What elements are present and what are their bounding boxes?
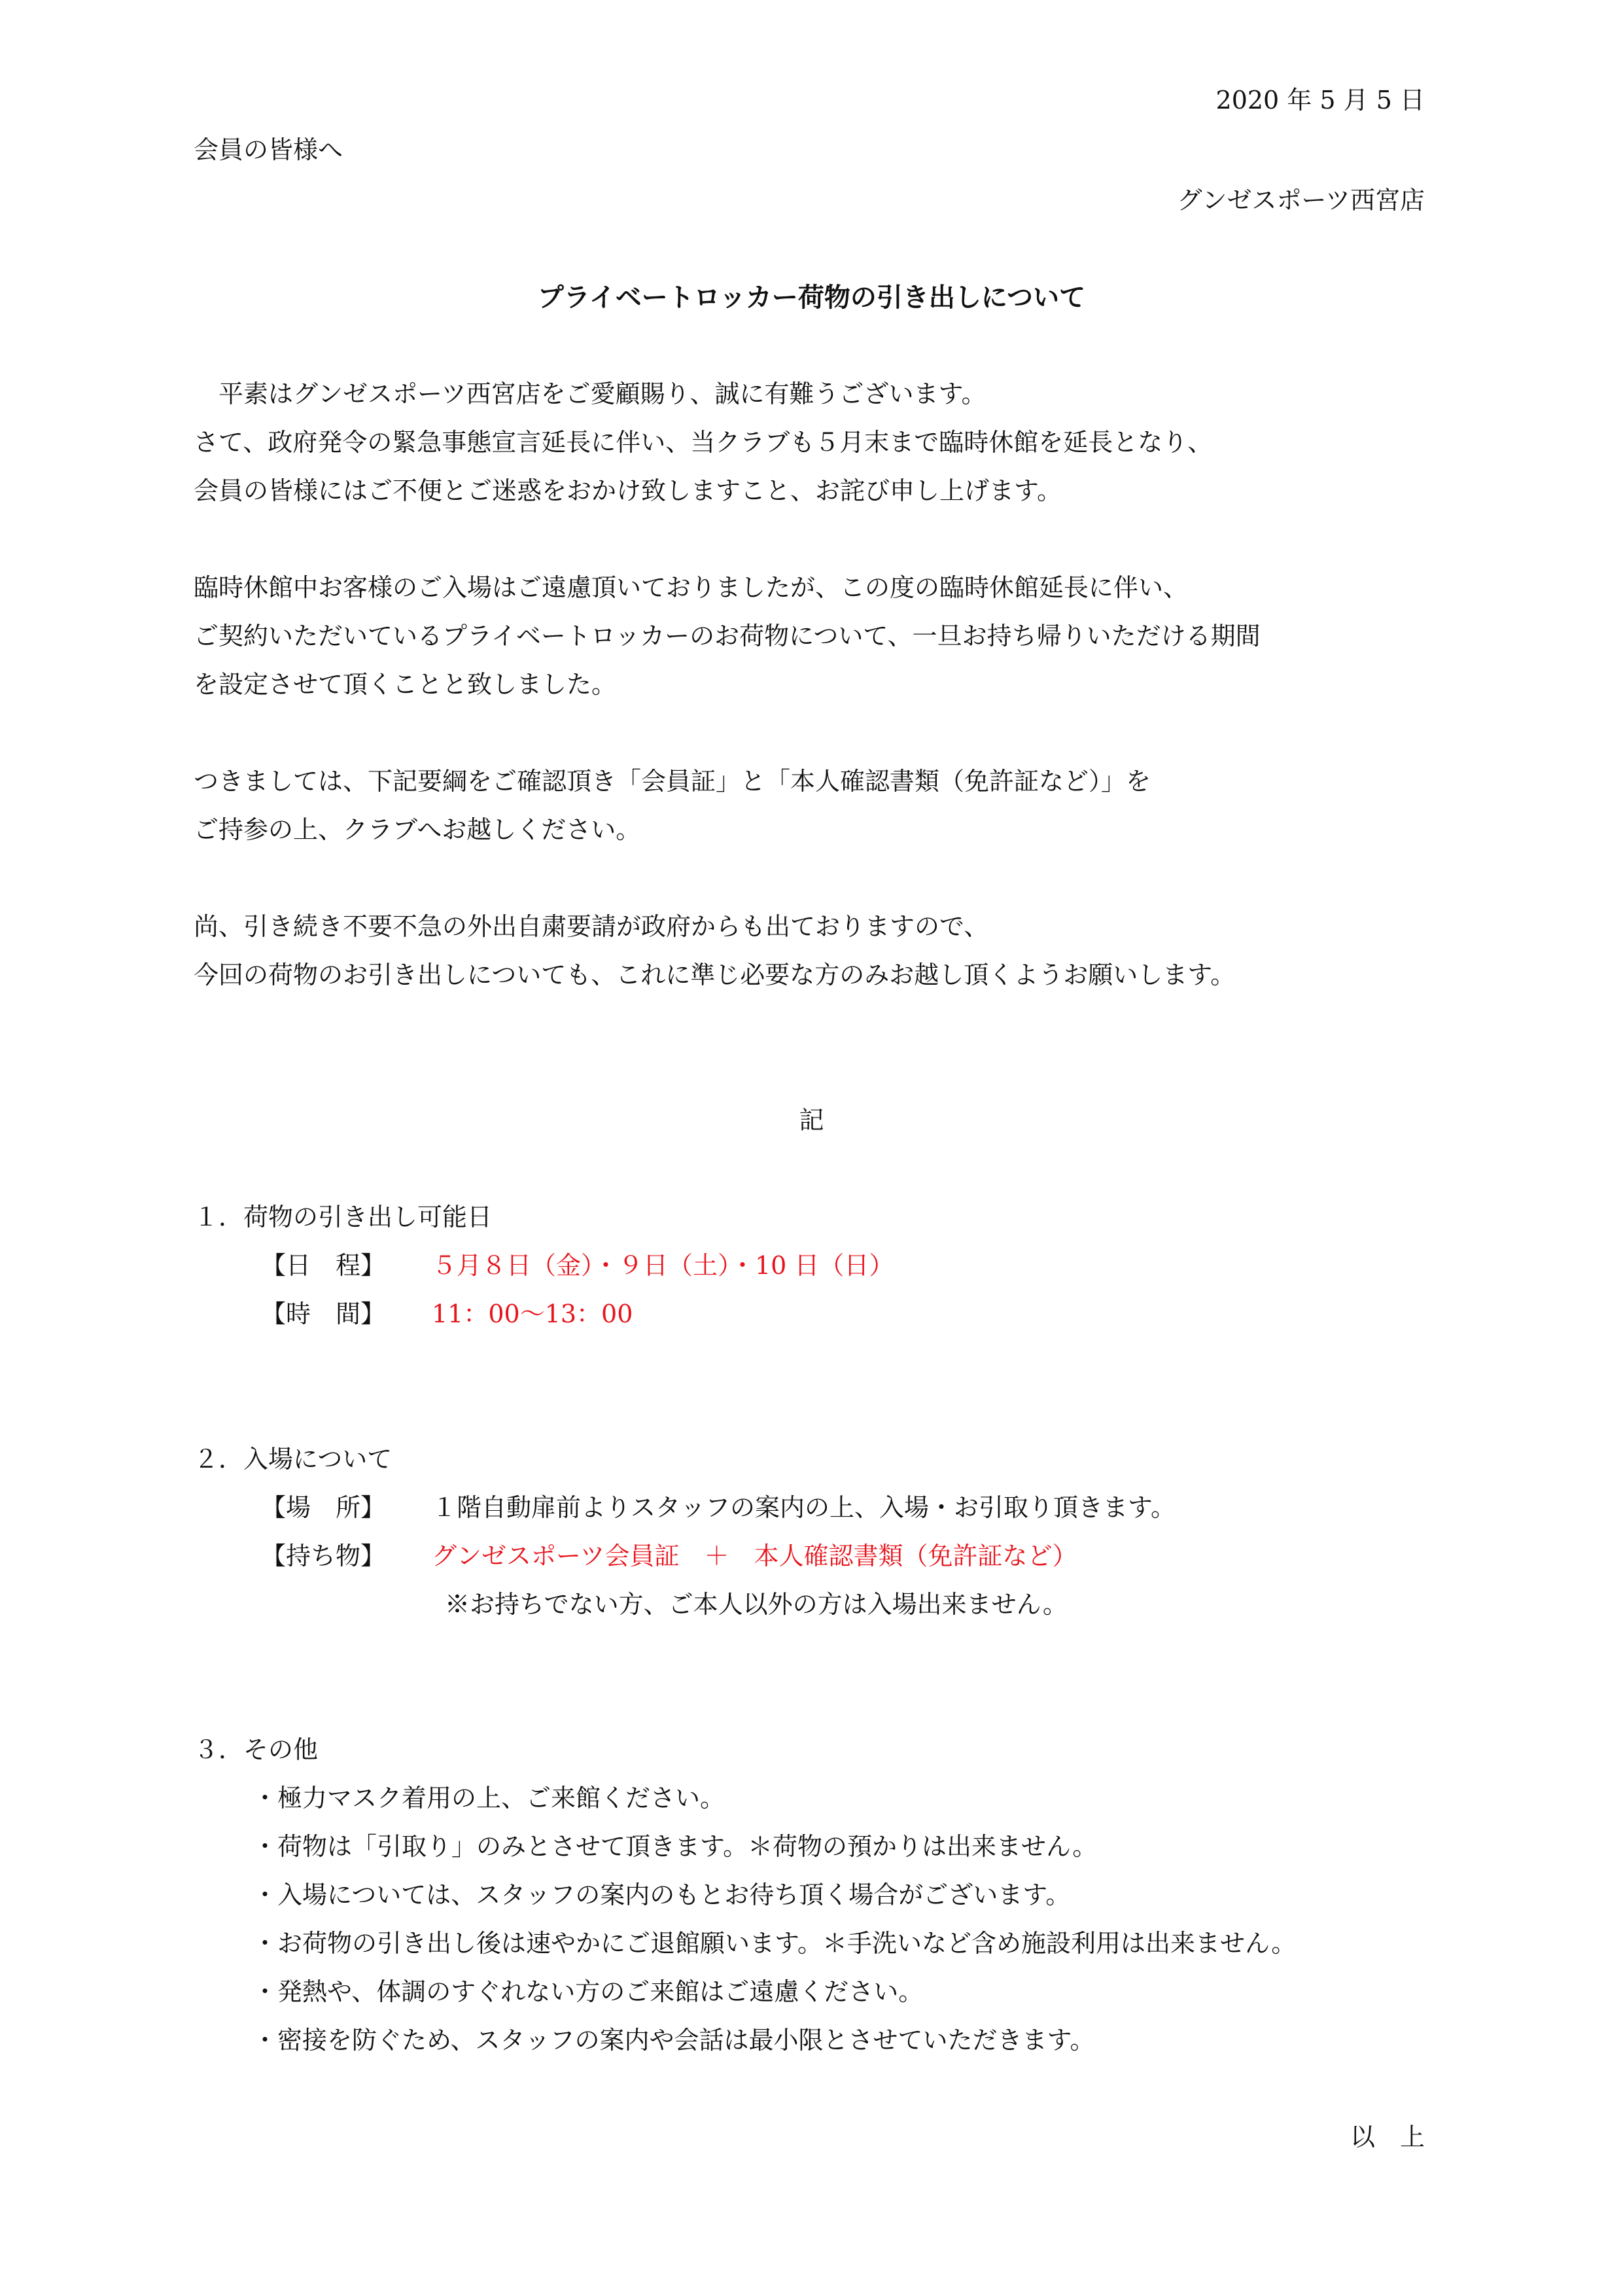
paragraph-1-line-3: 会員の皆様にはご不便とご迷惑をおかけ致しますこと、お詫び申し上げます。 [194, 476, 1062, 505]
paragraph-2-line-1: 臨時休館中お客様のご入場はご遠慮頂いておりましたが、この度の臨時休館延長に伴い、 [194, 573, 1189, 602]
other-item-mask: ・極力マスク着用の上、ご来館ください。 [253, 1784, 725, 1812]
place-value: １階自動扉前よりスタッフの案内の上、入場・お引取り頂きます。 [432, 1493, 1176, 1522]
closing-ijou: 以 上 [1350, 2123, 1425, 2151]
section-2-heading: ２．入場について [194, 1445, 393, 1474]
recipient-line: 会員の皆様へ [194, 135, 343, 164]
entry-note: ※お持ちでない方、ご本人以外の方は入場出来ません。 [445, 1590, 1068, 1619]
paragraph-3-line-2: ご持参の上、クラブへお越しください。 [194, 815, 641, 844]
other-item-fever: ・発熱や、体調のすぐれない方のご来館はご遠慮ください。 [253, 1977, 924, 2006]
section-3-heading: ３．その他 [194, 1735, 319, 1764]
time-label: 【時 間】 [261, 1299, 386, 1328]
paragraph-3-line-1: つきましては、下記要綱をご確認頂き「会員証」と「本人確認書類（免許証など）」を [194, 767, 1151, 796]
paragraph-2-line-3: を設定させて頂くことと致しました。 [194, 670, 617, 699]
schedule-label: 【日 程】 [261, 1251, 386, 1280]
items-value: グンゼスポーツ会員証 ＋ 本人確認書類（免許証など） [432, 1542, 1077, 1570]
items-label: 【持ち物】 [261, 1542, 386, 1570]
ki-heading: 記 [799, 1106, 824, 1135]
other-item-distancing: ・密接を防ぐため、スタッフの案内や会話は最小限とさせていただきます。 [253, 2026, 1095, 2055]
other-item-pickup-only: ・荷物は「引取り」のみとさせて頂きます。＊荷物の預かりは出来ません。 [253, 1832, 1098, 1861]
paragraph-4-line-2: 今回の荷物のお引き出しについても、これに準じ必要な方のみお越し頂くようお願いします。 [194, 961, 1236, 989]
paragraph-1-line-2: さて、政府発令の緊急事態宣言延長に伴い、当クラブも５月末まで臨時休館を延長となり、 [194, 428, 1213, 457]
paragraph-2-line-2: ご契約いただいているプライベートロッカーのお荷物について、一旦お持ち帰りいただける期間 [194, 622, 1261, 650]
paragraph-4-line-1: 尚、引き続き不要不急の外出自粛要請が政府からも出ておりますので、 [194, 912, 989, 941]
section-1-heading: １．荷物の引き出し可能日 [194, 1203, 493, 1231]
schedule-value: ５月８日（金）・９日（土）・10 日（日） [432, 1251, 894, 1280]
paragraph-1-line-1: 平素はグンゼスポーツ西宮店をご愛顧賜り、誠に有難うございます。 [194, 380, 986, 408]
place-label: 【場 所】 [261, 1493, 386, 1522]
document-date: 2020 年 5 月 5 日 [1215, 86, 1425, 115]
other-item-leave-promptly: ・お荷物の引き出し後は速やかにご退館願います。＊手洗いなど含め施設利用は出来ません。 [253, 1929, 1297, 1958]
document-title: プライベートロッカー荷物の引き出しについて [537, 283, 1086, 313]
time-value: 11：00〜13：00 [432, 1299, 633, 1328]
other-item-waiting: ・入場については、スタッフの案内のもとお待ち頂く場合がございます。 [253, 1881, 1071, 1909]
sender-line: グンゼスポーツ西宮店 [1177, 186, 1425, 215]
